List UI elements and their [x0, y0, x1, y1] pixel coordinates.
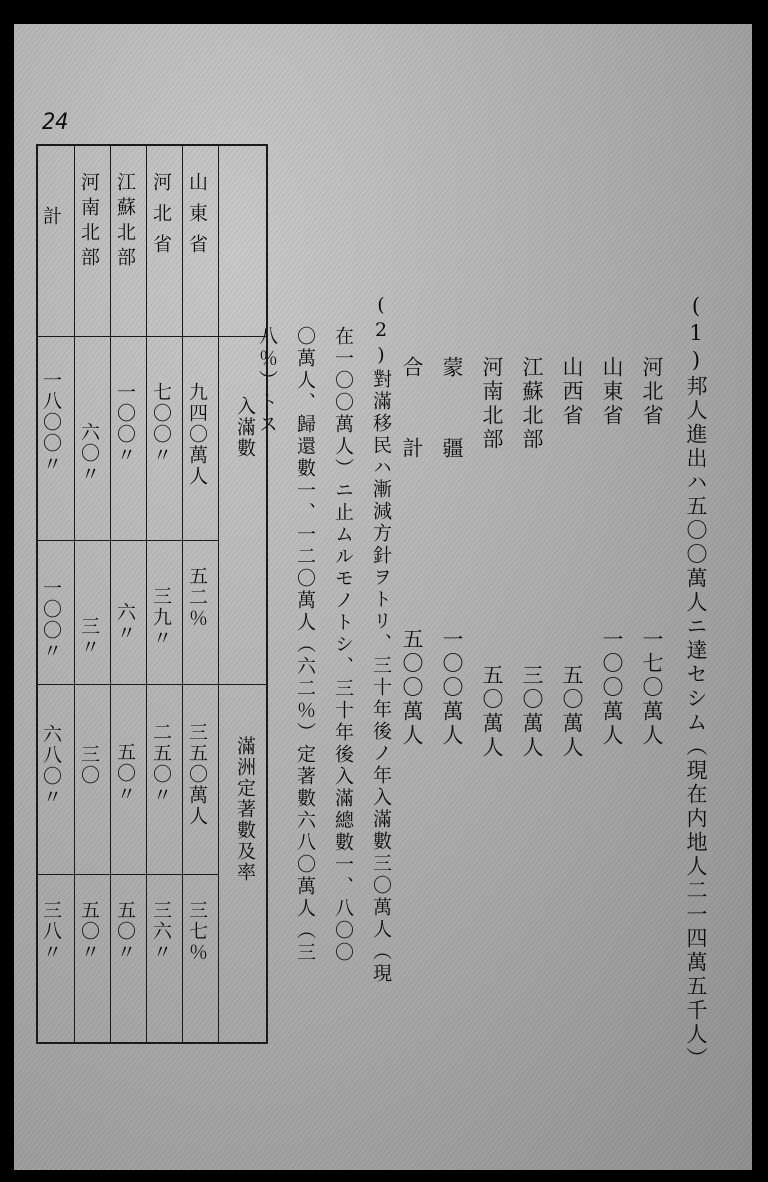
row-entry-total: 一八〇〇〃: [40, 370, 62, 475]
row-entry-shandong: 九四〇萬人: [186, 382, 208, 487]
row-settle-rate-hebei: 三六〃: [150, 900, 172, 963]
page-number: 24: [42, 110, 69, 135]
para1-heading: (1)邦人進出ハ五〇〇萬人ニ達セシム（現在内地人二一四萬五千人）: [684, 294, 708, 1071]
para1-province-3: 山西省: [560, 356, 584, 428]
row-entry-rate-shandong: 五二％: [186, 566, 208, 629]
para1-value-4: 三〇萬人: [520, 664, 544, 760]
row-settle-rate-henan-north: 五〇〃: [78, 900, 100, 963]
para1-value-3: 五〇萬人: [560, 664, 584, 760]
row-settle-rate-jiangsu-north: 五〇〃: [114, 900, 136, 963]
para1-province-4: 江蘇北部: [520, 356, 544, 452]
row-entry-rate-hebei: 三九〃: [150, 586, 172, 649]
para1-value-2: 一〇〇萬人: [600, 628, 624, 748]
para2-line-1: (2)對滿移民ハ漸減方針ヲトリ、三十年後ノ年入滿數三〇萬人（現: [370, 294, 392, 985]
para2-line-2: 在一〇〇萬人）ニ止ムルモノトシ、三十年後入滿總數一、八〇〇: [332, 326, 354, 964]
row-settle-total: 六八〇〃: [40, 724, 62, 808]
row-name-hebei: 河北省: [150, 172, 172, 265]
header-entry: 入滿數: [234, 396, 256, 459]
para1-value-6: 一〇〇萬人: [440, 628, 464, 748]
row-name-jiangsu-north: 江蘇北部: [114, 172, 136, 272]
row-name-henan-north: 河南北部: [78, 172, 100, 272]
row-settle-henan-north: 三〇: [78, 744, 100, 786]
para1-province-6: 蒙疆: [440, 356, 464, 518]
para1-value-1: 一七〇萬人: [640, 628, 664, 748]
row-entry-henan-north: 六〇〃: [78, 422, 100, 485]
row-settle-rate-shandong: 三七％: [186, 900, 208, 963]
para1-total-label: 合計: [400, 356, 424, 518]
header-settle: 滿洲定著數及率: [234, 736, 256, 883]
document-page: [14, 24, 752, 1170]
para1-value-5: 五〇萬人: [480, 664, 504, 760]
row-entry-rate-henan-north: 三〃: [78, 616, 100, 658]
row-entry-rate-total: 一〇〇〃: [40, 578, 62, 662]
para1-province-5: 河南北部: [480, 356, 504, 452]
para1-total-value: 五〇〇萬人: [400, 628, 424, 748]
para1-province-1: 河北省: [640, 356, 664, 428]
para2-line-4: 八％）トス: [256, 326, 278, 436]
row-name-shandong: 山東省: [186, 172, 208, 265]
para2-line-3: 〇萬人、歸還數一、一二〇萬人（六二％）定著數六八〇萬人（三: [294, 326, 316, 964]
row-settle-shandong: 三五〇萬人: [186, 722, 208, 827]
row-entry-hebei: 七〇〇〃: [150, 382, 172, 466]
row-settle-hebei: 二五〇〃: [150, 722, 172, 806]
row-entry-jiangsu-north: 一〇〇〃: [114, 382, 136, 466]
row-settle-rate-total: 三八〃: [40, 900, 62, 963]
row-name-total: 計: [40, 206, 62, 227]
statistics-table: [36, 144, 268, 1044]
row-settle-jiangsu-north: 五〇〃: [114, 742, 136, 805]
para1-province-2: 山東省: [600, 356, 624, 428]
row-entry-rate-jiangsu-north: 六〃: [114, 602, 136, 644]
